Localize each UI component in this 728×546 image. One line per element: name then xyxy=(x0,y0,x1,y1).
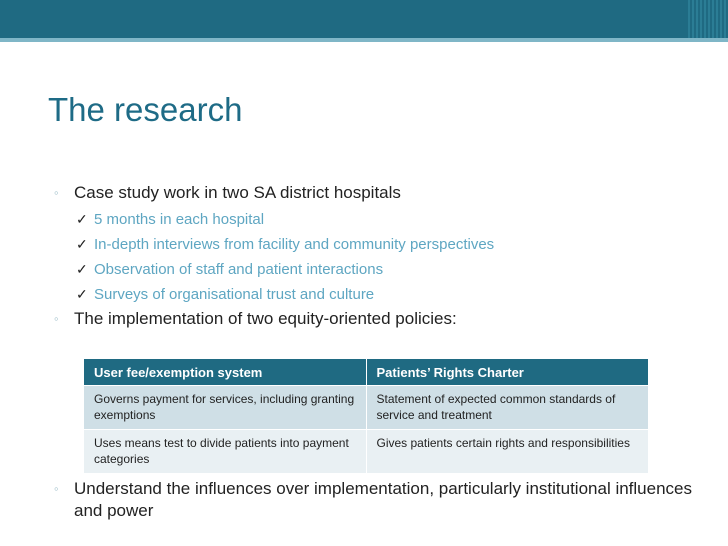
bullet-text: Case study work in two SA district hospitals xyxy=(74,183,401,202)
bullet-icon: ◦ xyxy=(54,185,59,200)
table-header-cell: User fee/exemption system xyxy=(84,359,367,386)
checkmark-icon: ✓ xyxy=(76,236,88,252)
sub-bullet-list xyxy=(52,207,702,307)
sub-bullet-text: In-depth interviews from facility and community perspectives xyxy=(94,236,495,253)
bottom-bullet-list xyxy=(52,478,702,522)
top-banner xyxy=(0,0,728,38)
sub-bullet-item xyxy=(52,257,702,282)
sub-bullet-text: Surveys of organisational trust and culture xyxy=(94,286,375,303)
sub-bullet-text: Observation of staff and patient interactions xyxy=(94,261,384,278)
checkmark-icon: ✓ xyxy=(76,211,88,227)
policy-comparison-table xyxy=(83,358,649,474)
sub-bullet-item xyxy=(52,207,702,232)
table-cell: Governs payment for services, including granting exemptions xyxy=(84,386,367,430)
bullet-icon: ◦ xyxy=(54,481,59,496)
bullet-policies xyxy=(52,308,702,330)
sub-bullet-text: 5 months in each hospital xyxy=(94,211,265,228)
sub-bullet-item xyxy=(52,282,702,307)
table-header-row xyxy=(84,359,649,386)
banner-accent-line xyxy=(0,38,728,42)
bullet-icon: ◦ xyxy=(54,311,59,326)
slide-title: The research xyxy=(48,91,243,128)
checkmark-icon: ✓ xyxy=(76,261,88,277)
corner-stripes-decoration xyxy=(688,0,728,38)
table-header-cell: Patients’ Rights Charter xyxy=(366,359,649,386)
bullet-text: Understand the influences over implementation, particularly institutional influences and power xyxy=(74,479,693,520)
bullet-list xyxy=(52,182,702,330)
table-cell: Statement of expected common standards of service and treatment xyxy=(366,386,649,430)
sub-bullet-item xyxy=(52,232,702,257)
table-cell: Gives patients certain rights and responsibilities xyxy=(366,430,649,474)
bullet-case-study xyxy=(52,182,702,204)
table-cell: Uses means test to divide patients into payment categories xyxy=(84,430,367,474)
bullet-influences xyxy=(52,478,702,522)
table-row xyxy=(84,430,649,474)
table-row xyxy=(84,386,649,430)
checkmark-icon: ✓ xyxy=(76,286,88,302)
bullet-text: The implementation of two equity-oriented policies: xyxy=(74,309,457,328)
